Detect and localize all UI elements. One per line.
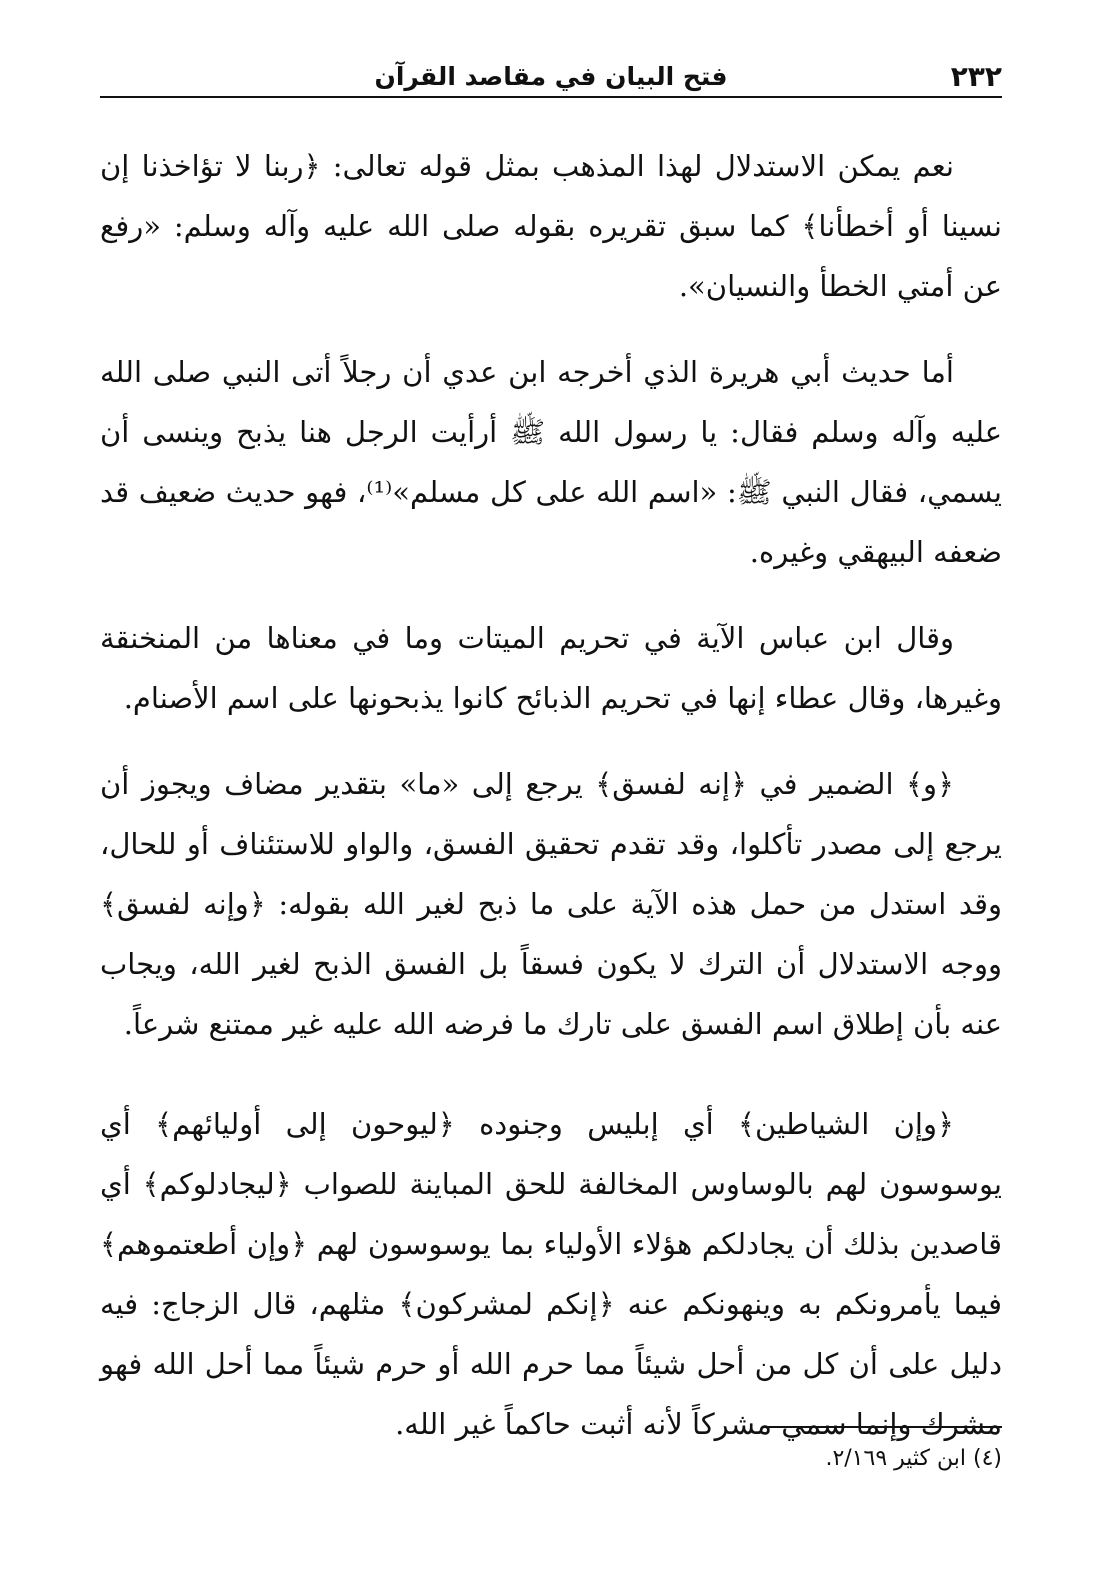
paragraph: وقال ابن عباس الآية في تحريم الميتات وما في معناها من المنخنقة وغيرها، وقال عطاء إنها في تحريم الذبائح كانوا يذبحونها على اسم الأصنام. — [100, 621, 1002, 715]
body-text — [100, 136, 1002, 1480]
page-number: ٢٣٢ — [950, 60, 1002, 93]
paragraph: أما حديث أبي هريرة الذي أخرجه ابن عدي أن رجلاً أتى النبي صلى الله عليه وآله وسلم فقال: يا رسول الله ﷺ أرأيت الرجل هنا يذبح وينسى أن يسمي، فقال النبي ﷺ: «اسم الله على كل مسلم»⁽¹⁾، فهو حديث ضعيف قد ضعفه البيهقي وغيره. — [100, 355, 1003, 569]
page-header — [100, 52, 1002, 98]
paragraph: نعم يمكن الاستدلال لهذا المذهب بمثل قوله تعالى: ﴿ربنا لا تؤاخذنا إن نسينا أو أخطأنا﴾ كما سبق تقريره بقوله صلى الله عليه وآله وسلم: «رفع عن أمتي الخطأ والنسيان». — [100, 149, 1002, 303]
running-title: فتح البيان في مقاصد القرآن — [374, 62, 728, 91]
paragraph: ﴿وإن الشياطين﴾ أي إبليس وجنوده ﴿ليوحون إلى أوليائهم﴾ أي يوسوسون لهم بالوساوس المخالفة للحق المباينة للصواب ﴿ليجادلوكم﴾ أي قاصدين بذلك أن يجادلكم هؤلاء الأولياء بما يوسوسون لهم ﴿وإن أطعتموهم﴾ فيما يأمرونكم به وينهونكم عنه ﴿إنكم لمشركون﴾ مثلهم، قال الزجاج: فيه دليل على أن كل من أحل شيئاً مما حرم الله أو حرم شيئاً مما أحل الله فهو مشرك وإنما سمي مشركاً لأنه أثبت حاكماً غير الله. — [100, 1107, 1002, 1441]
book-page — [100, 52, 1002, 1532]
footnote: (٤) ابن كثير ٢/١٦٩. — [825, 1446, 1002, 1471]
footnote-divider — [768, 1426, 1002, 1428]
paragraph: ﴿و﴾ الضمير في ﴿إنه لفسق﴾ يرجع إلى «ما» بتقدير مضاف ويجوز أن يرجع إلى مصدر تأكلوا، وقد تقدم تحقيق الفسق، والواو للاستئناف أو للحال، وقد استدل من حمل هذه الآية على ما ذبح لغير الله بقوله: ﴿وإنه لفسق﴾ ووجه الاستدلال أن الترك لا يكون فسقاً بل الفسق الذبح لغير الله، ويجاب عنه بأن إطلاق اسم الفسق على تارك ما فرضه الله عليه غير ممتنع شرعاً. — [100, 767, 1002, 1041]
